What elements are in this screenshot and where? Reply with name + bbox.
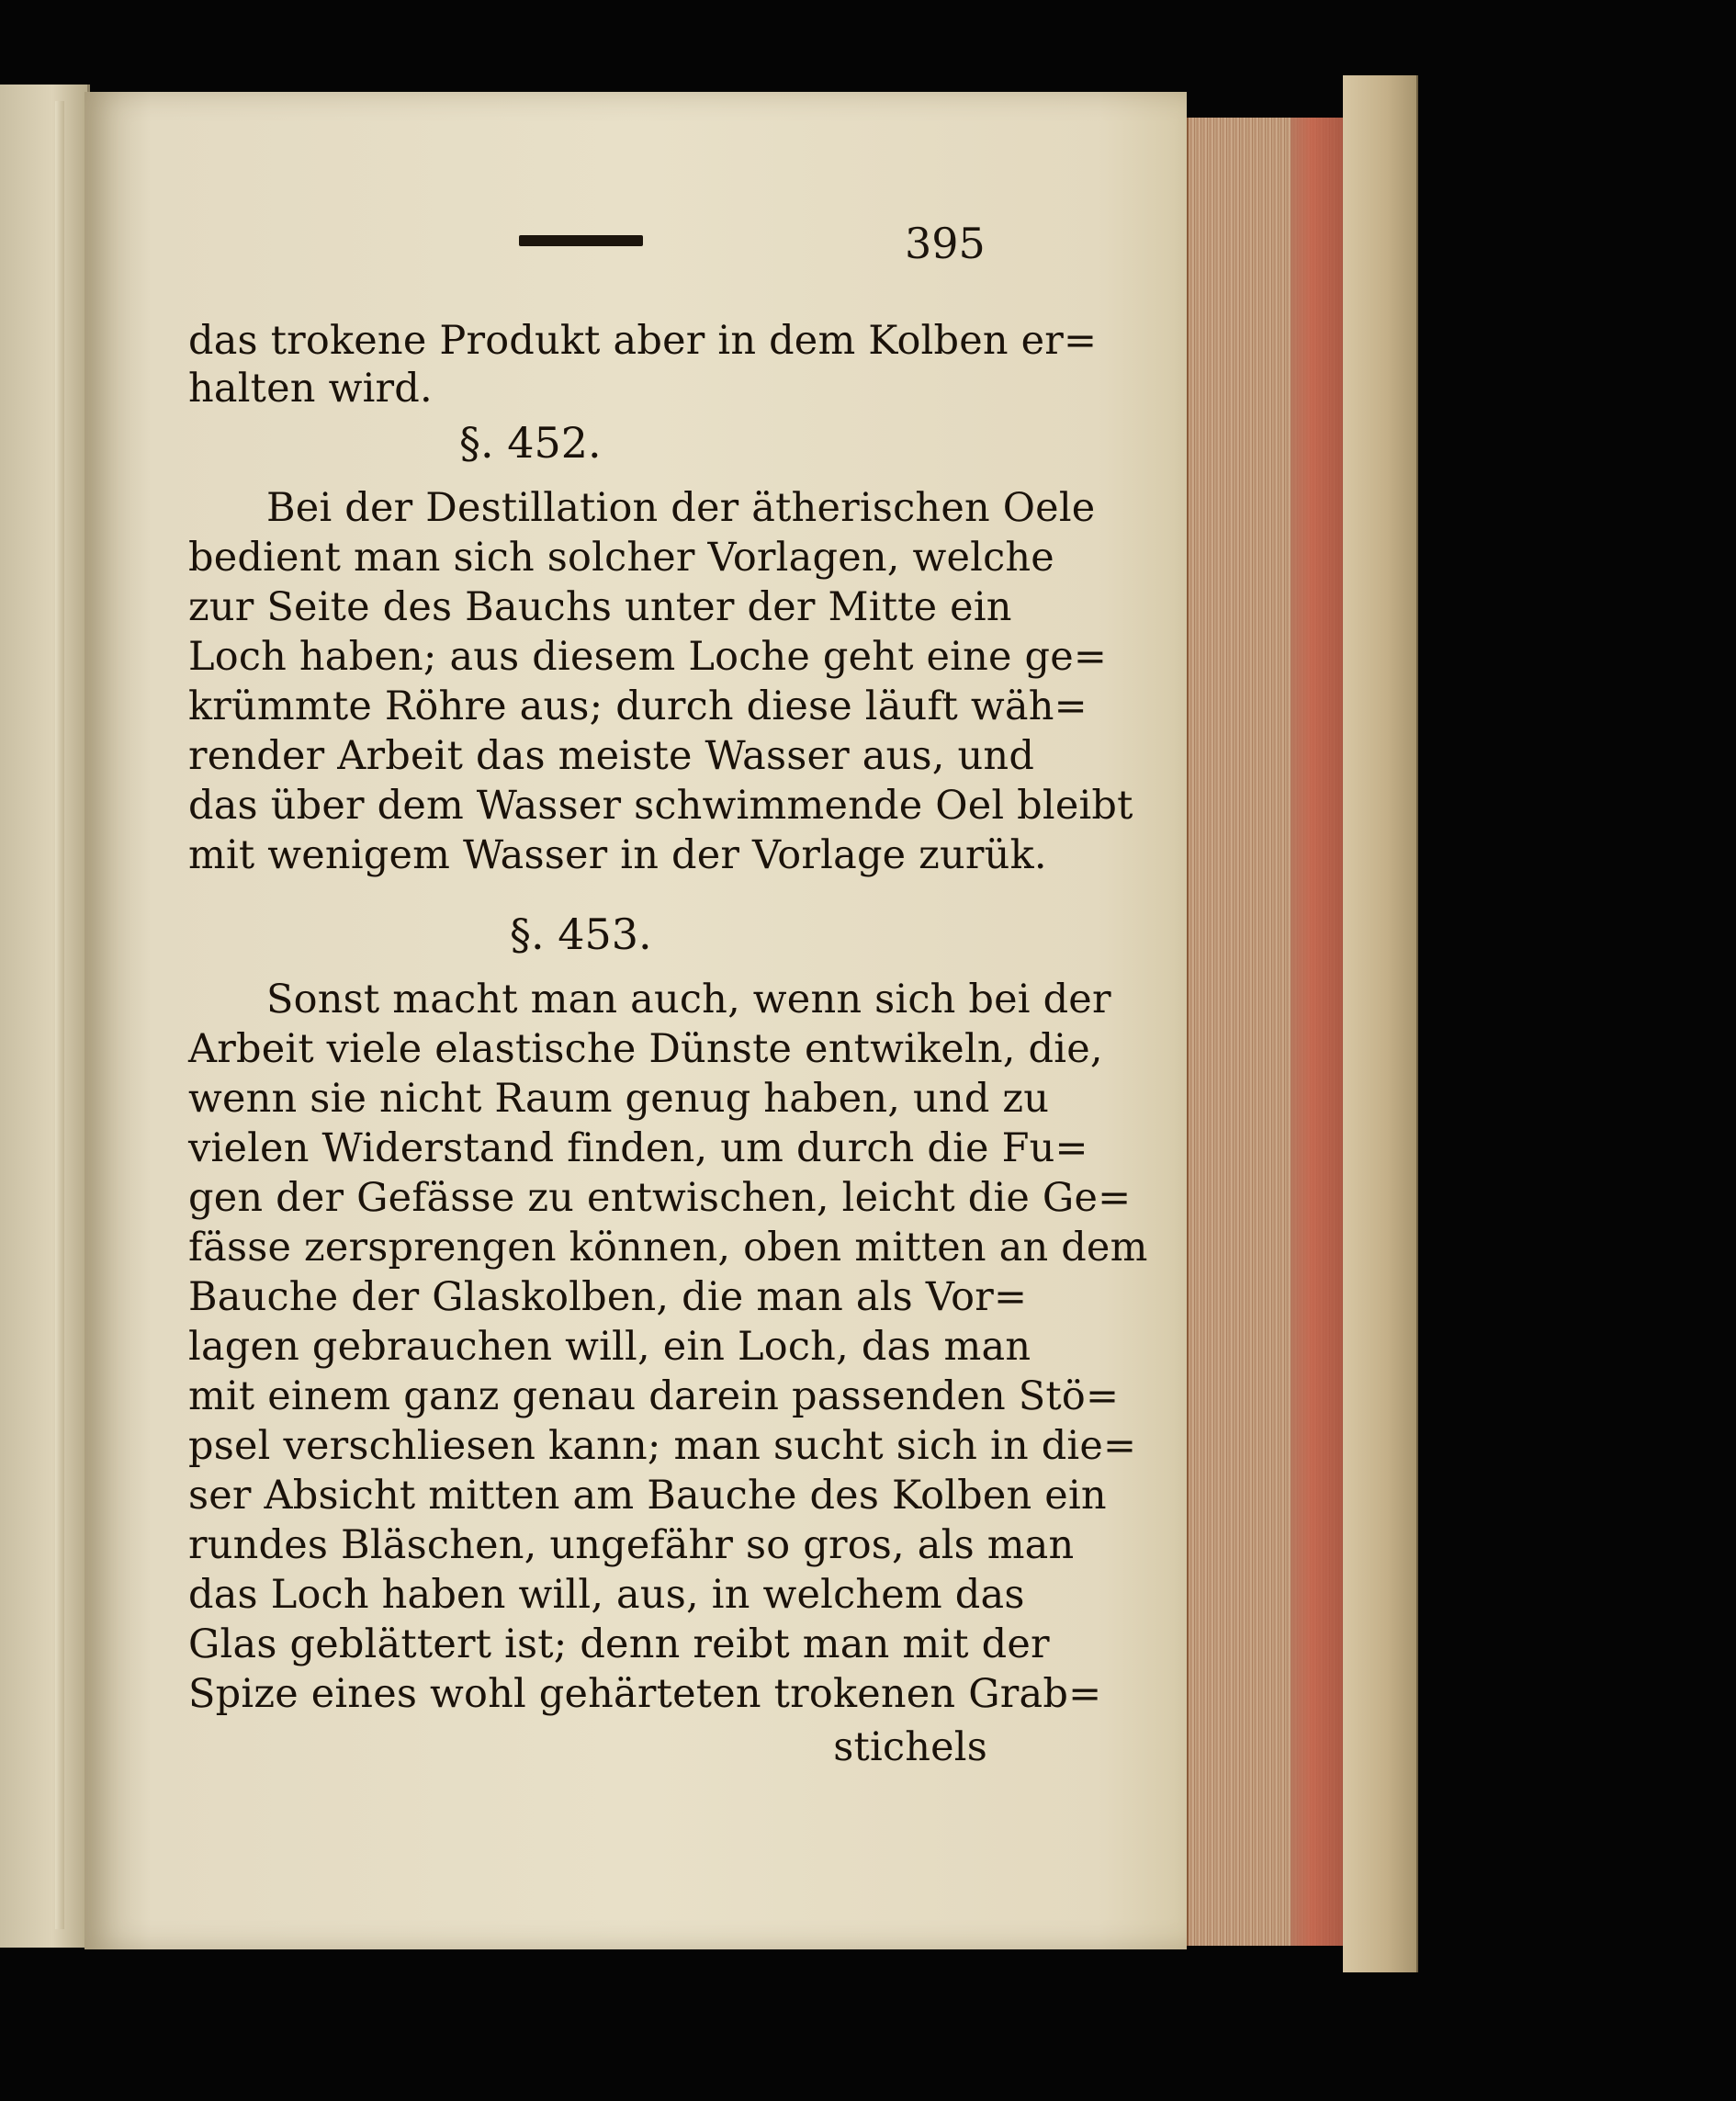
text-line: mit wenigem Wasser in der Vorlage zurük. [188, 832, 1047, 878]
red-page-edge [1291, 118, 1343, 1946]
book-cover-board [1343, 75, 1418, 1972]
text-line: gen der Gefässe zu entwischen, leicht die Ge= [188, 1175, 1132, 1221]
text-line: ser Absicht mitten am Bauche des Kolben ein [188, 1473, 1107, 1519]
text-line: zur Seite des Bauchs unter der Mitte ein [188, 584, 1012, 630]
text-line: Spize eines wohl gehärteten trokenen Grab= [188, 1671, 1102, 1717]
gutter-strip [55, 101, 64, 1929]
text-line: fässe zersprengen können, oben mitten an dem [188, 1225, 1148, 1271]
text-line: halten wird. [188, 366, 433, 412]
text-line: krümmte Röhre aus; durch diese läuft wäh= [188, 683, 1088, 729]
catchword: stichels [833, 1724, 987, 1770]
text-line: lagen gebrauchen will, ein Loch, das man [188, 1324, 1031, 1370]
text-line: wenn sie nicht Raum genug haben, und zu [188, 1076, 1050, 1122]
text-line: bedient man sich solcher Vorlagen, welche [188, 535, 1054, 581]
text-line: Loch haben; aus diesem Loche geht eine ge= [188, 634, 1108, 680]
text-line: das Loch haben will, aus, in welchem das [188, 1572, 1025, 1618]
text-line: Glas geblättert ist; denn reibt man mit der [188, 1621, 1050, 1667]
text-line: Arbeit viele elastische Dünste entwikeln, die, [188, 1026, 1103, 1072]
page-number: 395 [905, 219, 986, 268]
text-line: vielen Widerstand finden, um durch die Fu= [188, 1125, 1088, 1171]
section-heading-453: §. 453. [510, 909, 652, 959]
section-heading-452: §. 452. [459, 418, 602, 468]
text-line: Bei der Destillation der ätherischen Oele [266, 485, 1096, 531]
facing-page-edge [0, 85, 90, 1948]
text-line: psel verschliesen kann; man sucht sich in die= [188, 1423, 1137, 1469]
text-line: das über dem Wasser schwimmende Oel bleibt [188, 783, 1133, 829]
text-line: mit einem ganz genau darein passenden Stö= [188, 1373, 1120, 1419]
header-rule [519, 235, 643, 246]
text-line: das trokene Produkt aber in dem Kolben er= [188, 318, 1098, 364]
text-line: Sonst macht man auch, wenn sich bei der [266, 977, 1111, 1022]
text-line: Bauche der Glaskolben, die man als Vor= [188, 1274, 1028, 1320]
text-line: rundes Bläschen, ungefähr so gros, als man [188, 1522, 1075, 1568]
text-line: render Arbeit das meiste Wasser aus, und [188, 733, 1035, 779]
